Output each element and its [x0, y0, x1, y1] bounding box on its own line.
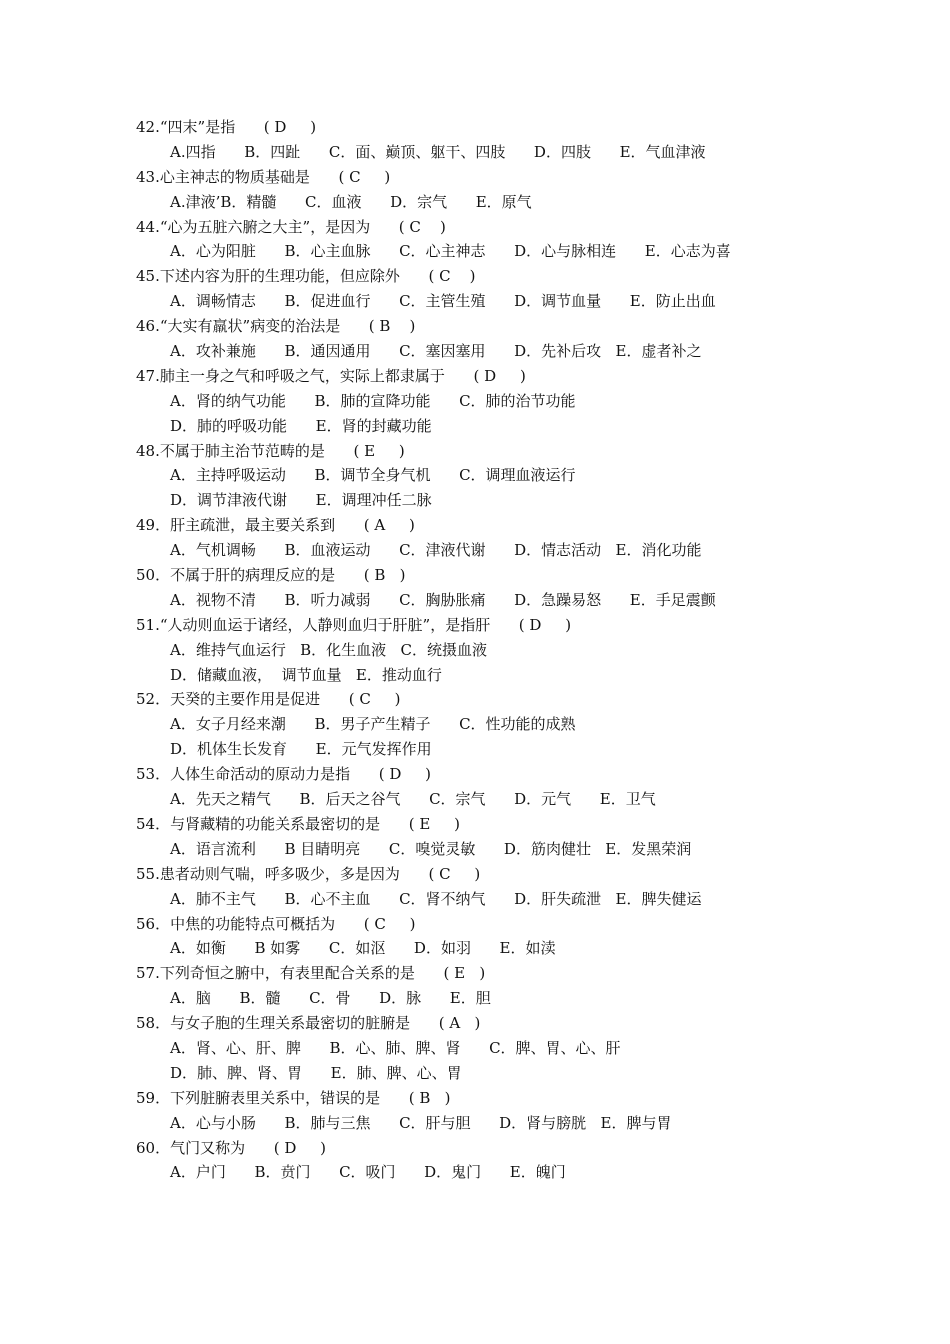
- answer-options: A．肾的纳气功能 B．肺的宣降功能 C．肺的治节功能: [170, 391, 576, 410]
- answer-options: A．如衡 B 如雾 C．如沤 D．如羽 E．如渎: [170, 939, 556, 958]
- answer-options: A．调畅情志 B．促进血行 C．主管生殖 D．调节血量 E．防止出血: [170, 292, 716, 311]
- answer-options: A．先天之精气 B．后天之谷气 C．宗气 D．元气 E．卫气: [170, 790, 656, 809]
- question-stem: 52．天癸的主要作用是促进 ( C ): [136, 690, 401, 709]
- question-stem: 46.“大实有羸状”病变的治法是 ( B ): [136, 317, 416, 336]
- question-stem: 44.“心为五脏六腑之大主”，是因为 ( C ): [136, 217, 446, 236]
- question-stem: 47.肺主一身之气和呼吸之气，实际上都隶属于 ( D ): [136, 366, 526, 385]
- answer-options: D．储藏血液， 调节血量 E．推动血行: [170, 665, 442, 684]
- question-stem: 48.不属于肺主治节范畴的是 ( E ): [136, 441, 405, 460]
- answer-options: D．肺、脾、肾、胃 E．肺、脾、心、胃: [170, 1063, 462, 1082]
- answer-options: A．肾、心、肝、脾 B．心、肺、脾、肾 C．脾、胃、心、肝: [170, 1038, 621, 1057]
- question-stem: 43.心主神志的物质基础是 ( C ): [136, 167, 391, 186]
- answer-options: A．心为阳脏 B．心主血脉 C．心主神志 D．心与脉相连 E．心志为喜: [170, 242, 731, 261]
- answer-options: A．女子月经来潮 B．男子产生精子 C．性功能的成熟: [170, 715, 576, 734]
- question-stem: 55.患者动则气喘，呼多吸少，多是因为 ( C ): [136, 864, 481, 883]
- question-stem: 57.下列奇恒之腑中，有表里配合关系的是 ( E ): [136, 964, 486, 983]
- answer-options: D．肺的呼吸功能 E．肾的封藏功能: [170, 416, 432, 435]
- answer-options: A．户门 B．贲门 C．吸门 D．鬼门 E．魄门: [170, 1163, 566, 1182]
- question-stem: 42.“四末”是指 ( D ): [136, 118, 317, 136]
- answer-options: D．机体生长发育 E．元气发挥作用: [170, 740, 432, 759]
- question-stem: 51.“人动则血运于诸经，人静则血归于肝脏”，是指肝 ( D ): [136, 615, 572, 634]
- question-stem: 59．下列脏腑表里关系中，错误的是 ( B ): [136, 1088, 451, 1107]
- question-stem: 49．肝主疏泄，最主要关系到 ( A ): [136, 516, 415, 535]
- question-stem: 56．中焦的功能特点可概括为 ( C ): [136, 914, 416, 933]
- answer-options: A．语言流利 B 目睛明亮 C．嗅觉灵敏 D．筋肉健壮 E．发黑荣润: [170, 839, 692, 858]
- answer-options: A．肺不主气 B．心不主血 C．肾不纳气 D．肝失疏泄 E．脾失健运: [170, 889, 702, 908]
- question-list: [136, 115, 916, 1185]
- answer-options: A．气机调畅 B．血液运动 C．津液代谢 D．情志活动 E．消化功能: [170, 541, 702, 560]
- question-stem: 45.下述内容为肝的生理功能，但应除外 ( C ): [136, 267, 476, 286]
- question-stem: 60．气门又称为 ( D ): [136, 1138, 327, 1157]
- answer-options: A．维持气血运行 B．化生血液 C．统摄血液: [170, 640, 487, 659]
- answer-options: A．攻补兼施 B．通因通用 C．塞因塞用 D．先补后攻 E．虚者补之: [170, 342, 702, 361]
- question-stem: 53．人体生命活动的原动力是指 ( D ): [136, 765, 432, 784]
- answer-options: A.津液’B．精髓 C．血液 D．宗气 E．原气: [170, 192, 532, 211]
- question-stem: 54．与肾藏精的功能关系最密切的是 ( E ): [136, 814, 460, 833]
- answer-options: A.四指 B．四趾 C．面、巅顶、躯干、四肢 D．四肢 E．气血津液: [170, 142, 706, 161]
- answer-options: D．调节津液代谢 E．调理冲任二脉: [170, 491, 432, 510]
- question-stem: 50．不属于肝的病理反应的是 ( B ): [136, 566, 406, 585]
- answer-options: A．心与小肠 B．肺与三焦 C．肝与胆 D．肾与膀胱 E．脾与胃: [170, 1113, 672, 1132]
- answer-options: A．脑 B．髓 C．骨 D．脉 E．胆: [170, 989, 491, 1008]
- question-stem: 58．与女子胞的生理关系最密切的脏腑是 ( A ): [136, 1014, 481, 1033]
- answer-options: A．视物不清 B．听力减弱 C．胸胁胀痛 D．急躁易怒 E．手足震颤: [170, 590, 716, 609]
- answer-options: A．主持呼吸运动 B．调节全身气机 C．调理血液运行: [170, 466, 576, 485]
